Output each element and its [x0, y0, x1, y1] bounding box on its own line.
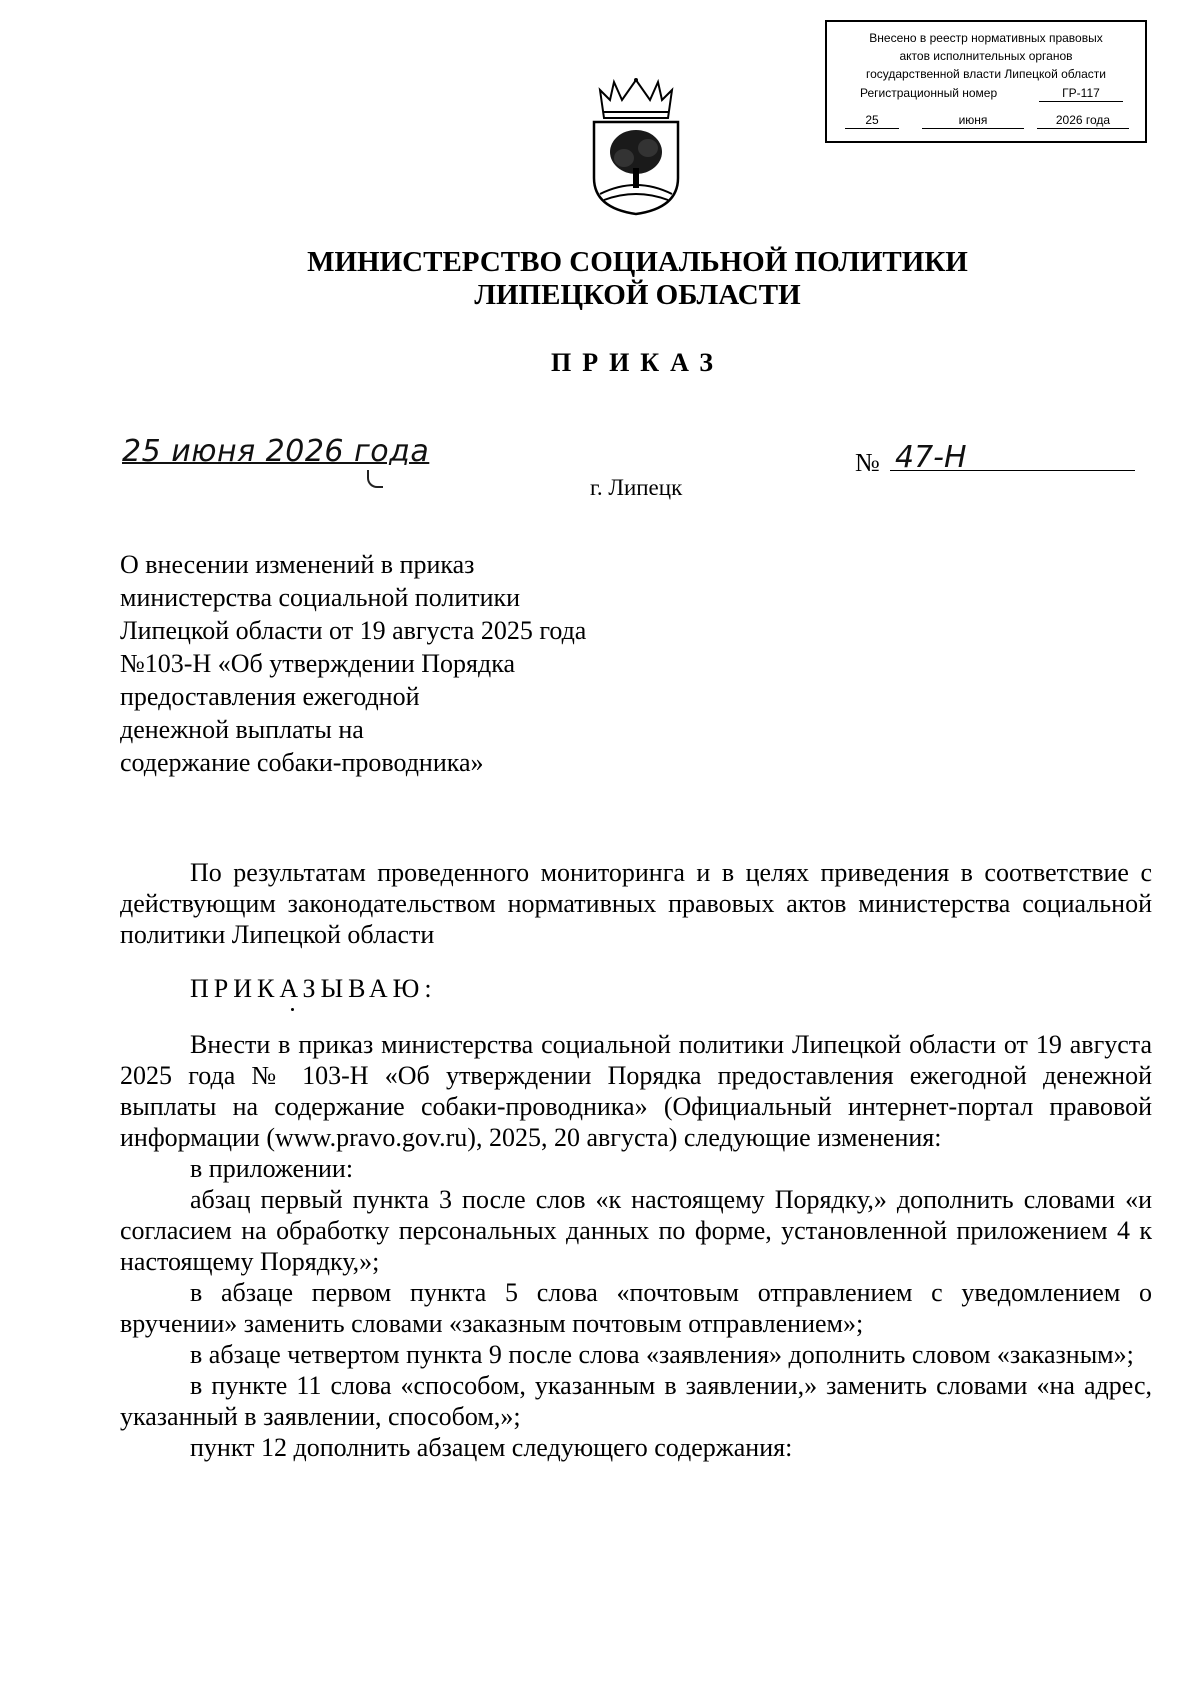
subject-line: содержание собаки-проводника»: [120, 748, 484, 777]
document-type: ПРИКАЗ: [550, 348, 725, 377]
stamp-line-3: государственной власти Липецкой области: [865, 67, 1107, 81]
number-sign: №: [855, 448, 880, 477]
pen-stroke: [367, 470, 383, 488]
subject-line: денежной выплаты на: [120, 715, 364, 744]
scan-speck: [291, 1008, 294, 1011]
subject-line: №103-Н «Об утверждении Порядка: [120, 649, 515, 678]
stamp-year: 2026 года: [1037, 112, 1129, 129]
coat-of-arms-icon: [590, 78, 682, 216]
stamp-day: 25: [845, 112, 899, 129]
command-word: ПРИКАЗЫВАЮ:: [190, 974, 437, 1003]
preamble-block: [120, 857, 1152, 950]
handwritten-date: 25 июня 2026 года: [122, 434, 430, 469]
stamp-line-2: актов исполнительных органов: [899, 49, 1073, 63]
main-paragraph: Внести в приказ министерства социальной политики Липецкой области от 19 августа 2025 года № 103-Н «Об утверждении Порядка предоставления ежегодной денежной выплаты на содержание собаки-проводника» (Официальный интернет-портал правовой информации (www.pravo.gov.ru), 2025, 20 августа) следующие изменения:: [120, 1030, 1152, 1152]
registry-stamp: [825, 20, 1147, 143]
city: г. Липецк: [590, 475, 683, 500]
number-underline: [890, 470, 1135, 471]
stamp-line-1: Внесено в реестр нормативных правовых: [869, 31, 1103, 45]
amendment-item-3: в абзаце четвертом пункта 9 после слова «заявления» дополнить словом «заказным»;: [190, 1340, 1134, 1369]
stamp-reg-number: ГР-117: [1039, 85, 1123, 102]
ministry-line-2: ЛИПЕЦКОЙ ОБЛАСТИ: [474, 279, 801, 311]
appendix-paragraph: в приложении:: [190, 1154, 354, 1183]
subject-line: О внесении изменений в приказ: [120, 550, 475, 579]
amendment-item-5: пункт 12 дополнить абзацем следующего содержания:: [190, 1433, 793, 1462]
handwritten-number: 47-Н: [895, 440, 967, 475]
stamp-month: июня: [922, 112, 1024, 129]
subject-line: Липецкой области от 19 августа 2025 года: [120, 616, 587, 645]
preamble-paragraph: По результатам проведенного мониторинга и в целях приведения в соответствие с действующим законодательством нормативных правовых актов министерства социальной политики Липецкой области: [120, 858, 1152, 949]
subject-line: предоставления ежегодной: [120, 682, 420, 711]
ministry-line-1: МИНИСТЕРСТВО СОЦИАЛЬНОЙ ПОЛИТИКИ: [307, 246, 968, 278]
amendment-item-2: в абзаце первом пункта 5 слова «почтовым отправлением с уведомлением о вручении» заменить словами «заказным почтовым отправлением»;: [120, 1278, 1152, 1338]
amendment-item-4: в пункте 11 слова «способом, указанным в заявлении,» заменить словами «на адрес, указанный в заявлении, способом,»;: [120, 1371, 1152, 1431]
subject-heading: [120, 548, 760, 779]
subject-line: министерства социальной политики: [120, 583, 521, 612]
stamp-reg-label: Регистрационный номер: [860, 86, 998, 100]
order-body: [120, 1029, 1152, 1463]
ministry-title: [0, 246, 1200, 312]
amendment-item-1: абзац первый пункта 3 после слов «к настоящему Порядку,» дополнить словами «и согласием на обработку персональных данных по форме, установленной приложением 4 к настоящему Порядку,»;: [120, 1185, 1152, 1276]
